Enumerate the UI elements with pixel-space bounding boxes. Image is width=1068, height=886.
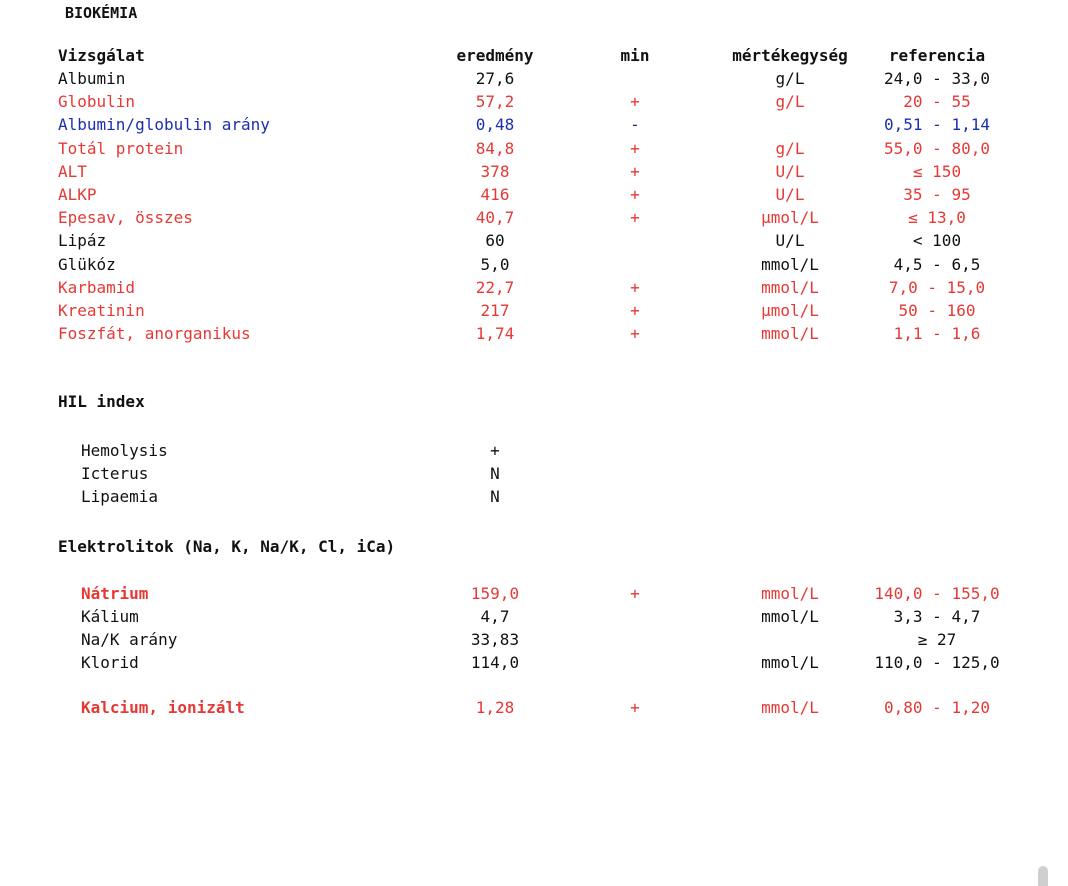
test-reference: ≤ 13,0 xyxy=(908,208,966,228)
test-name: Albumin xyxy=(58,69,126,88)
test-name: Karbamid xyxy=(58,277,136,297)
test-unit: g/L xyxy=(775,69,805,88)
test-result: 159,0 xyxy=(470,584,520,603)
test-name: Globulin xyxy=(58,92,136,112)
test-name: Lipaemia xyxy=(81,487,159,506)
header-unit: mértékegység xyxy=(732,46,848,65)
test-unit: µmol/L xyxy=(761,208,819,228)
test-reference: ≥ 27 xyxy=(917,630,957,649)
test-reference: 140,0 - 155,0 xyxy=(874,584,1000,603)
test-flag: + xyxy=(630,698,640,717)
test-flag: + xyxy=(630,277,640,297)
test-reference: 24,0 - 33,0 xyxy=(884,69,990,88)
test-reference: 0,51 - 1,14 xyxy=(884,115,990,135)
header-flag: min xyxy=(620,46,650,65)
test-result: 84,8 xyxy=(475,138,515,158)
test-result: 22,7 xyxy=(475,277,515,297)
test-result: 33,83 xyxy=(470,630,520,649)
test-result: 378 xyxy=(480,161,510,181)
test-name: ALKP xyxy=(58,185,97,204)
test-reference: 55,0 - 80,0 xyxy=(884,138,990,158)
test-flag: - xyxy=(630,115,640,135)
header-reference: referencia xyxy=(888,46,986,65)
test-unit: mmol/L xyxy=(761,254,819,274)
test-result: 27,6 xyxy=(475,69,515,88)
test-name: Glükóz xyxy=(58,254,116,274)
test-result: 0,48 xyxy=(475,115,515,135)
header-test: Vizsgálat xyxy=(58,46,145,65)
report-title: BIOKÉMIA xyxy=(65,4,138,22)
test-result: 114,0 xyxy=(470,653,520,672)
test-name: Na/K arány xyxy=(81,630,178,649)
test-unit: µmol/L xyxy=(761,301,819,320)
test-flag: + xyxy=(630,92,640,112)
test-name: ALT xyxy=(58,161,87,181)
test-name: Nátrium xyxy=(81,584,149,603)
test-name: Foszfát, anorganikus xyxy=(58,324,251,344)
test-result: 1,28 xyxy=(475,698,515,717)
test-result: 217 xyxy=(480,301,510,320)
test-reference: 35 - 95 xyxy=(903,185,971,204)
test-unit: g/L xyxy=(775,92,805,112)
test-reference: 20 - 55 xyxy=(903,92,971,112)
test-unit: mmol/L xyxy=(761,584,819,603)
test-result: 57,2 xyxy=(475,92,515,112)
test-name: Kalcium, ionizált xyxy=(81,698,245,717)
test-flag: + xyxy=(630,324,640,344)
test-flag: + xyxy=(630,185,640,204)
test-result: 1,74 xyxy=(475,324,515,344)
test-result: N xyxy=(490,487,500,506)
test-result: 40,7 xyxy=(475,208,515,228)
test-flag: + xyxy=(630,301,640,320)
electrolytes-title: Elektrolitok (Na, K, Na/K, Cl, iCa) xyxy=(58,537,396,556)
test-name: Epesav, összes xyxy=(58,208,193,228)
test-result: N xyxy=(490,464,500,483)
test-reference: 1,1 - 1,6 xyxy=(893,324,981,344)
test-unit: U/L xyxy=(775,185,805,204)
test-name: Klorid xyxy=(81,653,139,672)
test-reference: < 100 xyxy=(912,231,962,251)
test-name: Kreatinin xyxy=(58,301,145,320)
test-result: 4,7 xyxy=(480,607,510,626)
hil-title: HIL index xyxy=(58,392,145,411)
test-reference: 4,5 - 6,5 xyxy=(893,254,981,274)
test-flag: + xyxy=(630,138,640,158)
test-unit: g/L xyxy=(775,138,805,158)
test-result: + xyxy=(490,441,500,460)
test-result: 416 xyxy=(480,185,510,204)
test-reference: 7,0 - 15,0 xyxy=(888,277,986,297)
test-unit: mmol/L xyxy=(761,607,819,626)
test-flag: + xyxy=(630,161,640,181)
test-name: Icterus xyxy=(81,464,149,483)
test-unit: mmol/L xyxy=(761,698,819,717)
scrollbar-thumb[interactable] xyxy=(1038,866,1048,886)
test-reference: 3,3 - 4,7 xyxy=(893,607,981,626)
test-reference: ≤ 150 xyxy=(912,161,962,181)
test-unit: U/L xyxy=(775,231,805,251)
test-reference: 0,80 - 1,20 xyxy=(884,698,990,717)
test-unit: mmol/L xyxy=(761,277,819,297)
test-flag: + xyxy=(630,208,640,228)
test-name: Albumin/globulin arány xyxy=(58,115,270,135)
test-reference: 50 - 160 xyxy=(898,301,976,320)
test-reference: 110,0 - 125,0 xyxy=(874,653,1000,672)
test-result: 60 xyxy=(485,231,505,251)
test-name: Totál protein xyxy=(58,138,184,158)
header-result: eredmény xyxy=(456,46,534,65)
test-name: Kálium xyxy=(81,607,139,626)
test-name: Lipáz xyxy=(58,231,107,251)
test-name: Hemolysis xyxy=(81,441,168,460)
test-flag: + xyxy=(630,584,640,603)
test-result: 5,0 xyxy=(480,254,510,274)
test-unit: mmol/L xyxy=(761,324,819,344)
test-unit: mmol/L xyxy=(761,653,819,672)
test-unit: U/L xyxy=(775,161,805,181)
